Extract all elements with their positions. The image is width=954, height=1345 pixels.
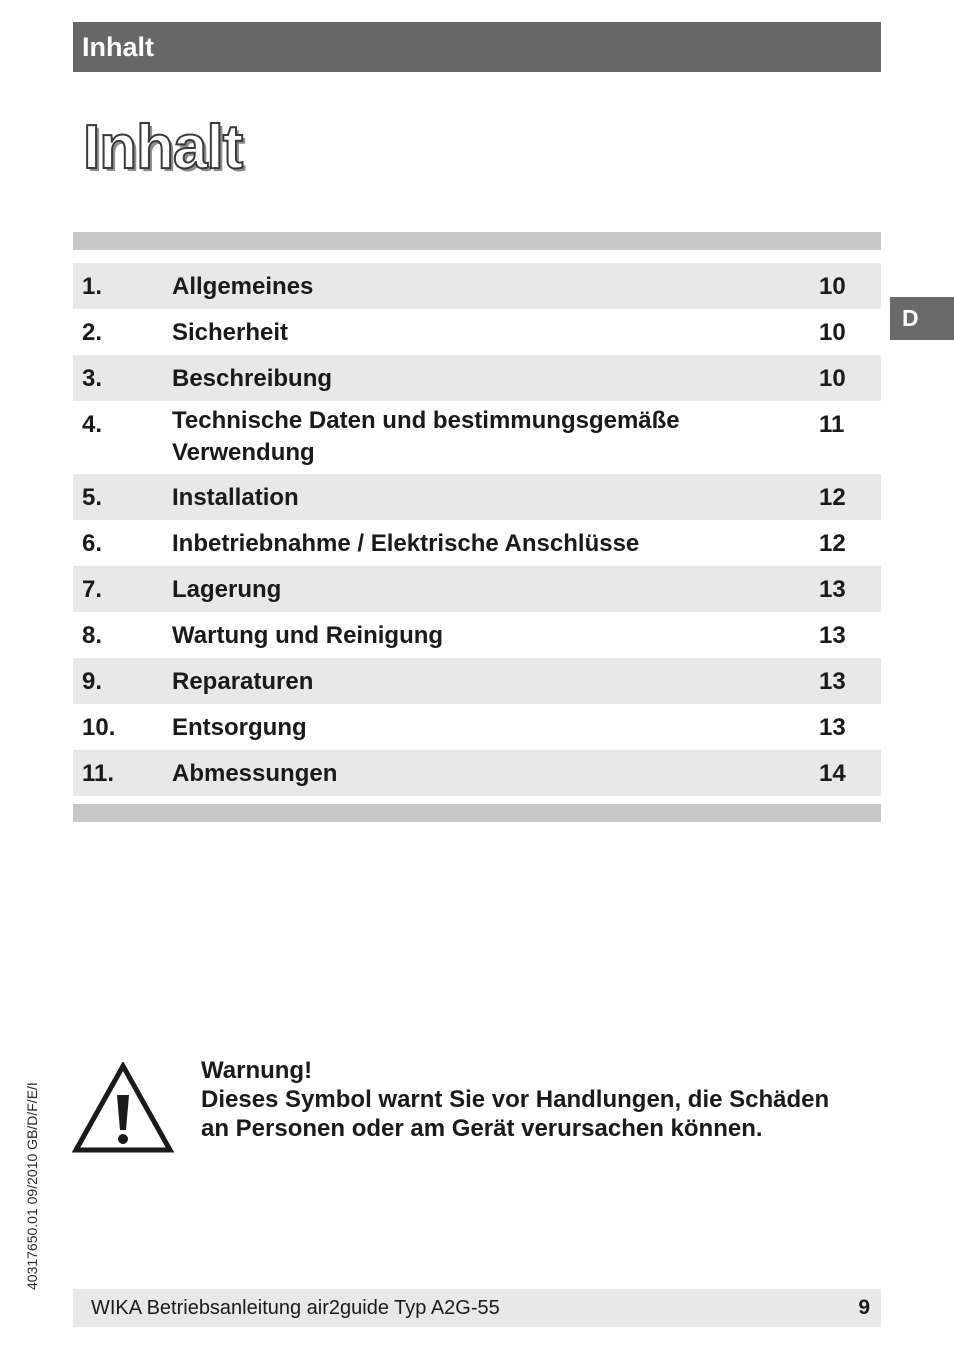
toc-row[interactable] (73, 612, 881, 658)
toc-title: Installation (172, 484, 299, 511)
toc-top-band (73, 232, 881, 250)
toc-row[interactable] (73, 474, 881, 520)
language-tab[interactable]: D (890, 297, 954, 340)
toc-row[interactable] (73, 355, 881, 401)
toc-title (172, 405, 819, 469)
toc-number: 8. (82, 622, 103, 649)
toc-title: Allgemeines (172, 273, 314, 300)
warning-heading: Warnung! (201, 1057, 313, 1084)
toc-row[interactable] (73, 658, 881, 704)
toc-number: 9. (82, 668, 103, 695)
warning-line: Dieses Symbol warnt Sie vor Handlungen, die Schäden (201, 1086, 830, 1113)
toc-number: 3. (82, 365, 103, 392)
toc-page: 12 (819, 484, 846, 511)
toc-title-line: Technische Daten und bestimmungsgemäße (172, 407, 680, 434)
footer-text: WIKA Betriebsanleitung air2guide Typ A2G-55 (91, 1296, 500, 1319)
document-code: 40317650.01 09/2010 GB/D/F/E/I (24, 1082, 40, 1290)
table-of-contents (73, 263, 881, 796)
toc-row[interactable] (73, 704, 881, 750)
toc-number: 6. (82, 530, 103, 557)
toc-title: Lagerung (172, 576, 282, 603)
toc-bottom-band (73, 804, 881, 822)
toc-row[interactable] (73, 750, 881, 796)
toc-number: 7. (82, 576, 103, 603)
toc-row[interactable] (73, 566, 881, 612)
footer (73, 1289, 881, 1327)
toc-title: Wartung und Reinigung (172, 622, 444, 649)
toc-number: 2. (82, 319, 103, 346)
toc-page: 13 (819, 668, 846, 695)
toc-number: 11. (82, 760, 115, 787)
page-title: Inhalt (83, 113, 243, 182)
toc-page: 11 (819, 411, 845, 438)
toc-page: 10 (819, 365, 846, 392)
toc-page: 14 (819, 760, 846, 787)
toc-row[interactable] (73, 263, 881, 309)
toc-page: 13 (819, 622, 846, 649)
page-number: 9 (858, 1296, 870, 1319)
toc-row[interactable] (73, 309, 881, 355)
toc-title: Abmessungen (172, 760, 338, 787)
warning-notice (201, 1056, 891, 1143)
toc-page: 10 (819, 319, 846, 346)
toc-number: 1. (82, 273, 103, 300)
warning-line: an Personen oder am Gerät verursachen können. (201, 1115, 763, 1142)
toc-title: Inbetriebnahme / Elektrische Anschlüsse (172, 530, 640, 557)
toc-number: 5. (82, 484, 103, 511)
toc-title: Entsorgung (172, 714, 307, 741)
toc-page: 13 (819, 714, 846, 741)
toc-row[interactable] (73, 401, 881, 474)
toc-number: 4. (82, 411, 103, 438)
toc-page: 13 (819, 576, 846, 603)
section-header: Inhalt (73, 22, 881, 72)
toc-title: Reparaturen (172, 668, 314, 695)
toc-title: Sicherheit (172, 319, 289, 346)
toc-number: 10. (82, 714, 116, 741)
toc-page: 12 (819, 530, 846, 557)
warning-triangle-icon (72, 1062, 174, 1154)
toc-page: 10 (819, 273, 846, 300)
toc-title: Beschreibung (172, 365, 333, 392)
toc-title-line: Verwendung (172, 439, 315, 466)
toc-row[interactable] (73, 520, 881, 566)
